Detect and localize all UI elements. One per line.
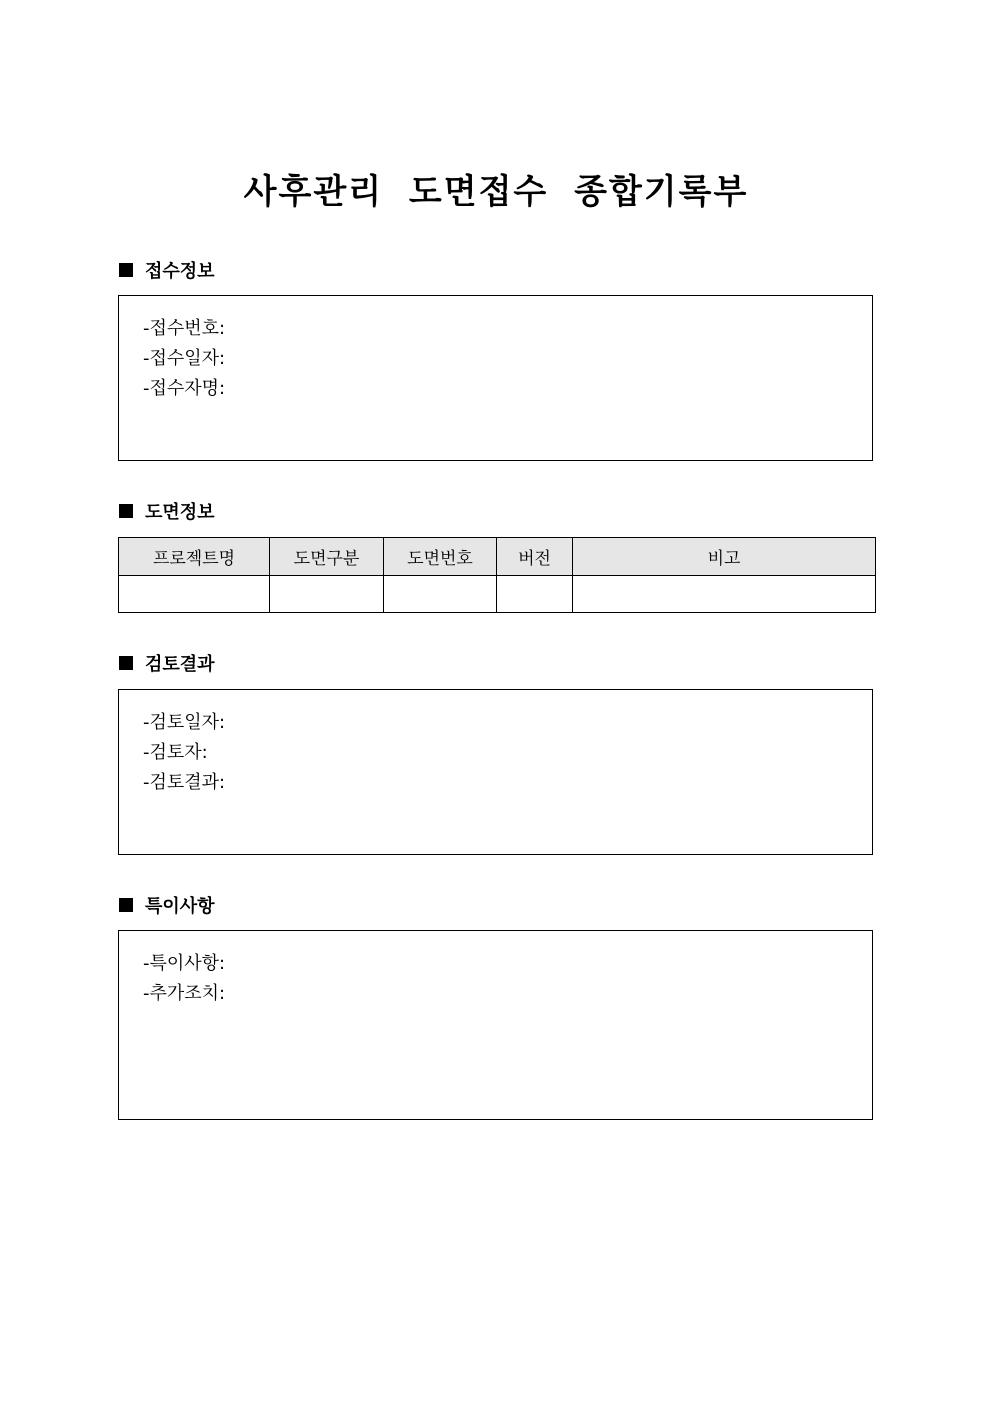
column-header-project: 프로젝트명 [119, 538, 270, 576]
section-heading-label: 특이사항 [145, 896, 215, 917]
column-header-remarks: 비고 [573, 538, 876, 576]
square-bullet-icon [119, 898, 133, 912]
review-result-box [118, 689, 873, 855]
section-heading-label: 접수정보 [145, 261, 215, 282]
cell-project[interactable] [119, 576, 270, 613]
table-row [119, 576, 876, 613]
column-header-drawing-number: 도면번호 [384, 538, 497, 576]
receipt-date-field[interactable]: -접수일자: [143, 348, 226, 369]
cell-drawing-type[interactable] [270, 576, 384, 613]
page-title: 사후관리 도면접수 종합기록부 [243, 172, 749, 212]
square-bullet-icon [119, 504, 133, 518]
notes-box [118, 930, 873, 1120]
section-heading-drawing [119, 499, 215, 523]
section-heading-label: 도면정보 [145, 502, 215, 523]
section-heading-receipt [119, 258, 215, 282]
additional-action-field[interactable]: -추가조치: [143, 983, 226, 1004]
drawing-info-table [118, 537, 876, 613]
cell-version[interactable] [497, 576, 573, 613]
table-header-row [119, 538, 876, 576]
receipt-info-box [118, 295, 873, 461]
square-bullet-icon [119, 656, 133, 670]
section-heading-review [119, 651, 215, 675]
special-notes-field[interactable]: -특이사항: [143, 953, 226, 974]
column-header-version: 버전 [497, 538, 573, 576]
cell-remarks[interactable] [573, 576, 876, 613]
cell-drawing-number[interactable] [384, 576, 497, 613]
review-date-field[interactable]: -검토일자: [143, 712, 226, 733]
receipt-person-field[interactable]: -접수자명: [143, 378, 226, 399]
column-header-drawing-type: 도면구분 [270, 538, 384, 576]
receipt-number-field[interactable]: -접수번호: [143, 318, 226, 339]
section-heading-notes [119, 893, 215, 917]
reviewer-field[interactable]: -검토자: [143, 742, 208, 763]
review-result-field[interactable]: -검토결과: [143, 772, 226, 793]
section-heading-label: 검토결과 [145, 654, 215, 675]
square-bullet-icon [119, 263, 133, 277]
